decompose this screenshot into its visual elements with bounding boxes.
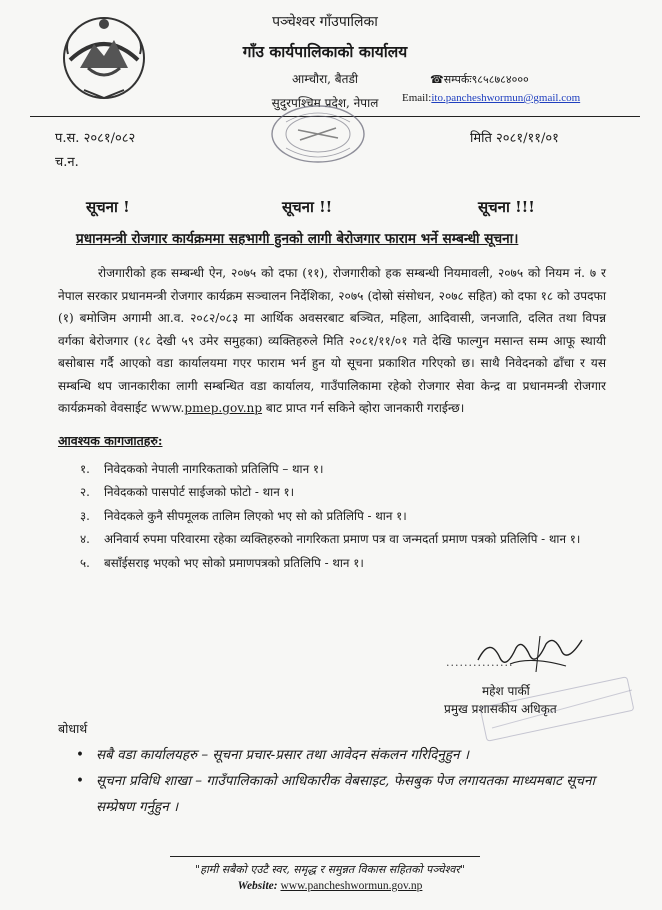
bullet-icon: • [76,747,84,763]
website-label: Website: [237,880,278,892]
item-number: ५. [80,555,90,570]
dispatch-number: च.न. [55,155,79,170]
list-item [72,742,632,768]
address-line-1: आम्चौरा, बैतडी [291,72,359,86]
notice-heading-1: सूचना ! [86,198,130,216]
municipality-name: पञ्चेश्वर गाँउपालिका [272,14,378,30]
reference-number: प.स. २०८१/०८२ [55,131,136,146]
phone-number: ९८५८७८४००० [471,73,529,86]
item-text: अनिवार्य रुपमा परिवारमा रहेका व्यक्तिहरुको नागरिकता प्रमाण पत्र वा जन्मदर्ता प्रमाण पत्रको प्रतिलिपि - थान १। [104,532,581,547]
office-stamp-icon [250,100,380,172]
notice-heading-2: सूचना !! [282,198,333,216]
footer-divider [170,856,480,857]
required-documents-title: आवश्यक कागजातहरु: [58,433,163,448]
item-number: ३. [80,508,90,523]
notice-body [58,262,606,420]
signature-icon [470,630,590,678]
item-text: निवेदकको पासपोर्ट साईजको फोटो - थान १। [104,485,295,500]
letter-date: मिति २०८१/११/०१ [470,131,559,146]
item-number: २. [80,485,90,500]
footer-website [120,880,540,892]
notice-subject: प्रधानमन्त्री रोजगार कार्यक्रममा सहभागी हुनको लागी बेरोजगार फाराम भर्ने सम्बन्धी सूचना। [76,231,519,247]
phone-label: ☎सम्पर्कः [430,73,472,86]
list-item [80,458,620,481]
officer-stamp-icon [472,672,640,742]
signatory-title: प्रमुख प्रशासकीय अधिकृत [444,702,557,716]
email-label: Email: [402,92,432,104]
item-number: १. [80,462,90,476]
item-text: निवेदकको नेपाली नागरिकताको प्रतिलिपि – थान १। [104,462,324,476]
signature-dotted-line: ............... [446,656,514,669]
signatory-name: महेश पार्की [482,684,530,698]
cc-list [72,742,632,820]
item-text: निवेदकले कुनै सीपमूलक तालिम लिएको भए सो को प्रतिलिपि - थान १। [104,508,407,523]
item-text: बसाँईसराइ भएको भए सोको प्रमाणपत्रको प्रतिलिपि - थान १। [104,555,364,570]
office-name: गाँउ कार्यपालिकाको कार्यालय [242,42,408,61]
item-number: ४. [80,532,90,547]
nepal-emblem-icon [58,10,150,102]
cc-item-text: सबै वडा कार्यालयहरु – सूचना प्रचार-प्रसार तथा आवेदन संकलन गरिदिनुहुन । [96,747,469,763]
list-item [80,505,620,528]
footer-motto: "हामी सबैको एउटै स्वर, समृद्ध र समुन्नत विकास सहितको पञ्चेश्वर" [195,863,465,876]
email-address[interactable]: ito.pancheshwormun@gmail.com [431,92,581,104]
body-text: रोजगारीको हक सम्बन्धी ऐन, २०७५ को दफा (११), रोजगारीको हक सम्बन्धी नियमावली, २०७५ को नियम नं. ७ र नेपाल सरकार प्रधानमन्त्री रोजगार कार्यक्रम सञ्चालन निर्देशिका, २०७५ (दोस्रो संसोधन, २०७८ सहित) को दफा १८ को उपदफा (१) बमोजिम अगामी आ.व. २०८२/०८३ मा आर्थिक अवसरबाट बञ्चित, महिला, आदिवासी, जनजाति, दलित तथा विपन्न वर्गका बेरोजगार (१८ देखी ५९ उमेर समुहका) व्यक्तिहरुले मिति २०८१/११/०१ गते देखि फाल्गुन मसान्त सम्म आफू स्थायी बसोबास गर्दै आएको वडा कार्यालयमा गएर फाराम भर्न हुन यो सूचना प्रकाशित गरिएको छ। साथै निवेदनको ढाँचा र यस सम्बन्धि थप जानकारीका लागी सम्बन्धित वडा कार्यालय, गाउँपालिकामा रहेको रोजगार सेवा केन्द्र वा प्रधानमन्त्री रोजगार कार्यक्रमको वेवसाईट www. [58,266,606,415]
phone-contact [430,72,529,87]
body-tail: बाट प्राप्त गर्न सकिने व्होरा जानकारी गराईन्छ। [262,401,465,415]
website-link[interactable]: www.pancheshwormun.gov.np [280,880,423,892]
required-documents-list [80,458,620,575]
list-item [80,481,620,504]
list-item [80,528,620,551]
cc-item-text: सूचना प्रविधि शाखा – गाउँपालिकाको आधिकारीक वेबसाइट, फेसबुक पेज लगायतका माध्यमबाट सूचना सम्प्रेषण गर्नुहुन । [96,773,595,815]
email-contact [402,92,580,104]
bullet-icon: • [76,773,84,789]
list-item [80,552,620,575]
address-line-2: सुदुरपश्चिम प्रदेश, नेपाल [271,96,379,110]
cc-label: बोधार्थ [58,721,88,736]
program-website-link[interactable]: pmep.gov.np [184,401,263,415]
list-item [72,768,632,820]
notice-heading-3: सूचना !!! [478,198,535,216]
